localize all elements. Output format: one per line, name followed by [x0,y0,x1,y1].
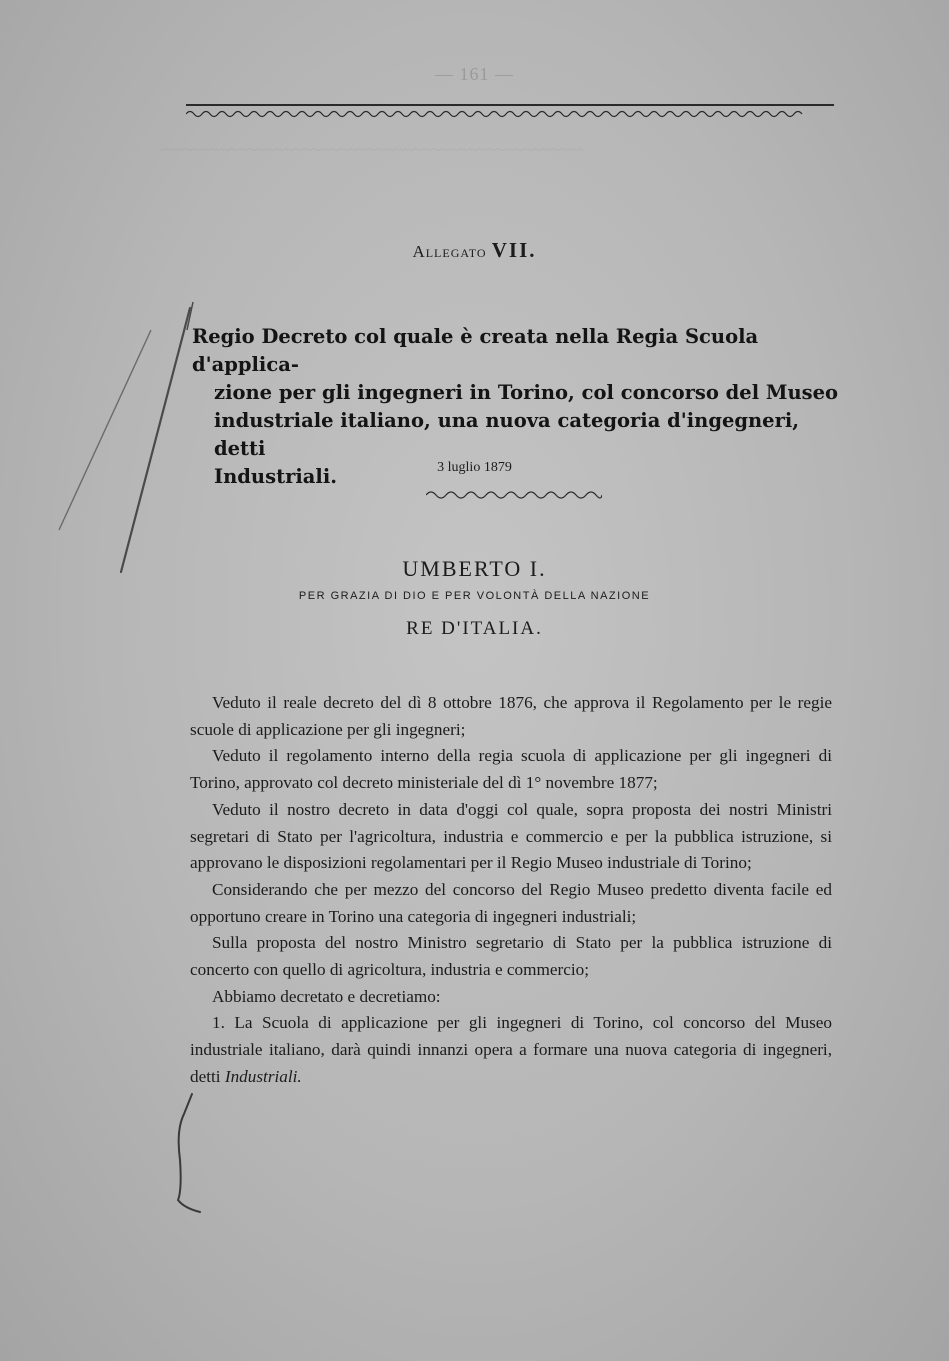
kingdom-title: RE D'ITALIA. [406,618,543,639]
recital-paragraph: Veduto il regolamento interno della regia scuola di applicazione per gli ingegneri di Torino, approvato col decreto ministeriale del dì 1° novembre 1877; [190,746,832,793]
decree-body [190,690,832,1091]
article-emphasis: Industriali. [224,1066,302,1086]
article-1 [190,1010,832,1090]
margin-pencil-marks [55,300,195,580]
enacting-formula: Abbiamo decretato e decretiamo: [212,986,441,1006]
title-line: Industriali. [214,465,338,488]
decree-date: 3 luglio 1879 [437,460,512,475]
annex-heading [0,238,949,263]
recital-paragraph: Veduto il nostro decreto in data d'oggi col quale, sopra proposta dei nostri Ministri segretari di Stato per l'agricoltura, industria e commercio e per la pubblica istruzione, si approvano le disposizioni regolamentari per il Regio Museo industriale di Torino; [190,799,832,873]
annex-number: VII. [491,238,537,262]
article-number: 1. [212,1013,225,1033]
header-ornamental-rule [186,100,834,124]
grace-formula: PER GRAZIA DI DIO E PER VOLONTÀ DELLA NAZIONE [298,590,651,602]
article-text: La Scuola di applicazione per gli ingegneri di Torino, col concorso del Museo industriale italiano, darà quindi innanzi opera a formare una nuova categoria di ingegneri, detti [190,1013,832,1086]
margin-bracket-mark [170,1090,210,1220]
title-line: Regio Decreto col quale è creata nella Regia Scuola d'applica- [192,325,759,376]
date-ornamental-rule [426,488,602,502]
title-line: zione per gli ingegneri in Torino, col concorso del Museo [214,381,839,404]
recital-paragraph: Sulla proposta del nostro Ministro segretario di Stato per la pubblica istruzione di concerto con quello di agricoltura, industria e commercio; [190,933,832,980]
annex-label: Allegato [412,242,487,261]
recital-paragraph: Considerando che per mezzo del concorso del Regio Museo predetto diventa facile ed opportuno creare in Torino una categoria di ingegneri industriali; [190,879,832,926]
bleed-through: ~~~~~~~~~~~~~~~~~~~~~~~~~~~~~~~~~~~~~~~~~~~~~~ [160,140,584,159]
recital-paragraph: Veduto il reale decreto del dì 8 ottobre 1876, che approva il Regolamento per le regie scuole di applicazione per gli ingegneri; [190,693,832,739]
king-name: UMBERTO I. [402,556,547,581]
page-number: — 161 — [435,64,514,84]
title-line: industriale italiano, una nuova categoria d'ingegneri, detti [214,409,800,460]
